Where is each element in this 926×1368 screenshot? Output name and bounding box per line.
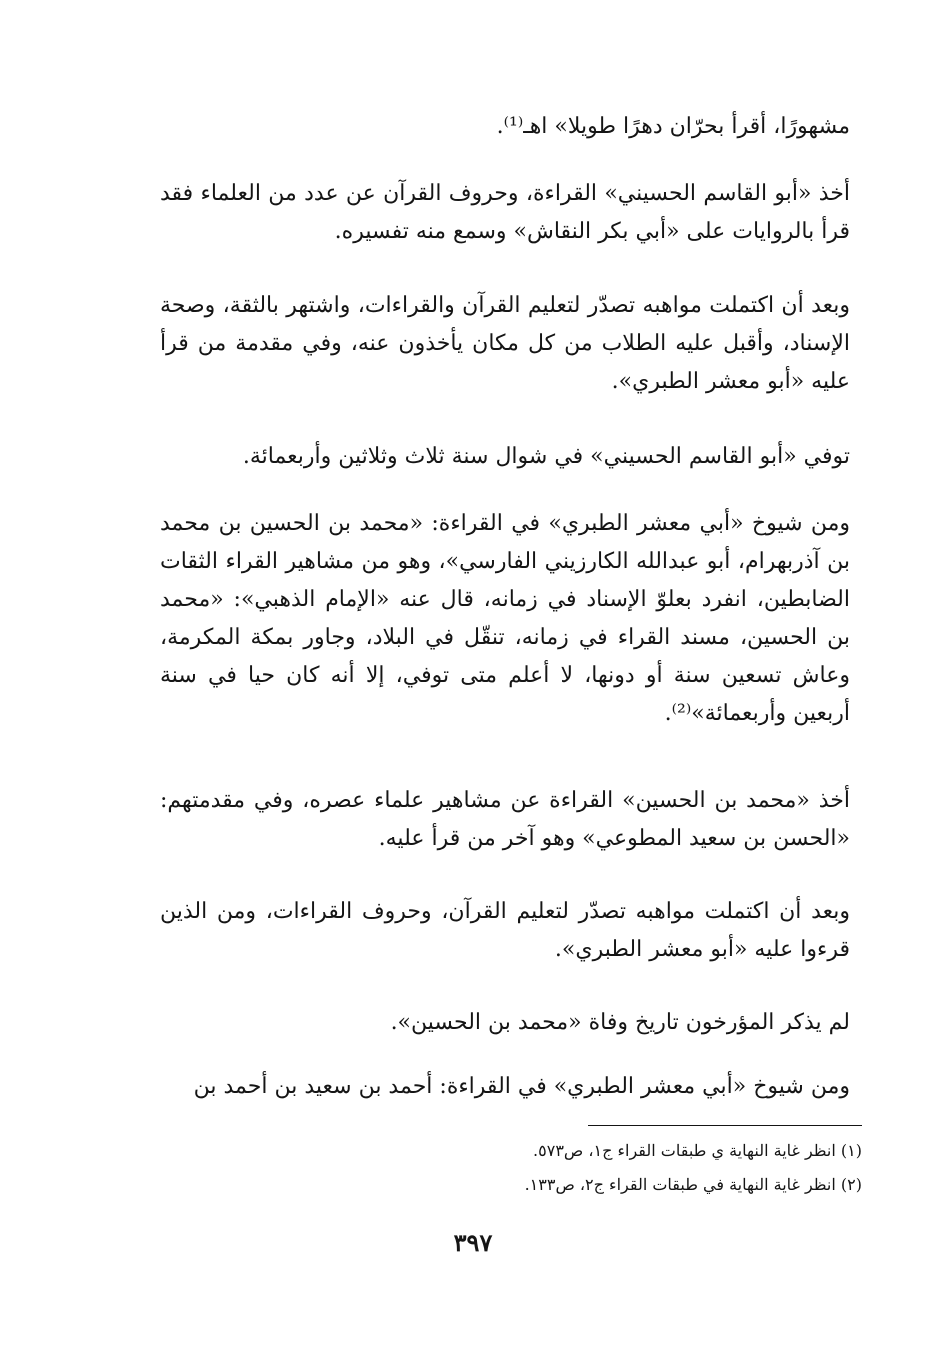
footnote-separator	[588, 1125, 862, 1126]
paragraph-6: أخذ «محمد بن الحسين» القراءة عن مشاهير علماء عصره، وفي مقدمتهم: «الحسن بن سعيد المطوعي» وهو آخر من قرأ عليه.	[160, 788, 850, 851]
paragraph-7: وبعد أن اكتملت مواهبه تصدّر لتعليم القرآن، وحروف القراءات، ومن الذين قرءوا عليه «أبو معشر الطبري».	[160, 899, 850, 962]
paragraph-8: لم يذكر المؤرخون تاريخ وفاة «محمد بن الحسين».	[390, 1010, 850, 1035]
paragraph-1: مشهورًا، أقرأ بحرّان دهرًا طويلا» اهـ⁽¹⁾.	[496, 114, 850, 139]
footnote-2: (٢) انظر غاية النهاية في طبقات القراء ج٢، ص١٣٣.	[524, 1175, 862, 1194]
page-number: ٣٩٧	[453, 1228, 493, 1257]
paragraph-9: ومن شيوخ «أبي معشر الطبري» في القراءة: أحمد بن سعيد بن أحمد بن	[193, 1074, 850, 1099]
paragraph-4: توفي «أبو القاسم الحسيني» في شوال سنة ثلاث وثلاثين وأربعمائة.	[242, 444, 850, 469]
paragraph-2: أخذ «أبو القاسم الحسيني» القراءة، وحروف القرآن عن عدد من العلماء فقد قرأ بالروايات على «أبي بكر النقاش» وسمع منه تفسيره.	[160, 181, 850, 244]
footnote-1: (١) انظر غاية النهاية ي طبقات القراء ج١، ص٥٧٣.	[533, 1141, 862, 1160]
paragraph-5: ومن شيوخ «أبي معشر الطبري» في القراءة: «محمد بن الحسين بن محمد بن آذربهرام، أبو عبدالله الكارزيني الفارسي»، وهو من مشاهير القراء الثقات الضابطين، انفرد بعلوّ الإسناد في زمانه، قال عنه «الإمام الذهبي»: «محمد بن الحسين، مسند القراء في زمانه، تنقّل في البلاد، وجاور بمكة المكرمة، وعاش تسعين سنة أو دونها، لا أعلم متى توفي، إلا أنه كان حيا في سنة أربعين وأربعمائة»⁽²⁾.	[160, 511, 851, 726]
paragraph-3: وبعد أن اكتملت مواهبه تصدّر لتعليم القرآن والقراءات، واشتهر بالثقة، وصحة الإسناد، وأقبل عليه الطلاب من كل مكان يأخذون عنه، وفي مقدمة من قرأ عليه «أبو معشر الطبري».	[160, 293, 850, 394]
